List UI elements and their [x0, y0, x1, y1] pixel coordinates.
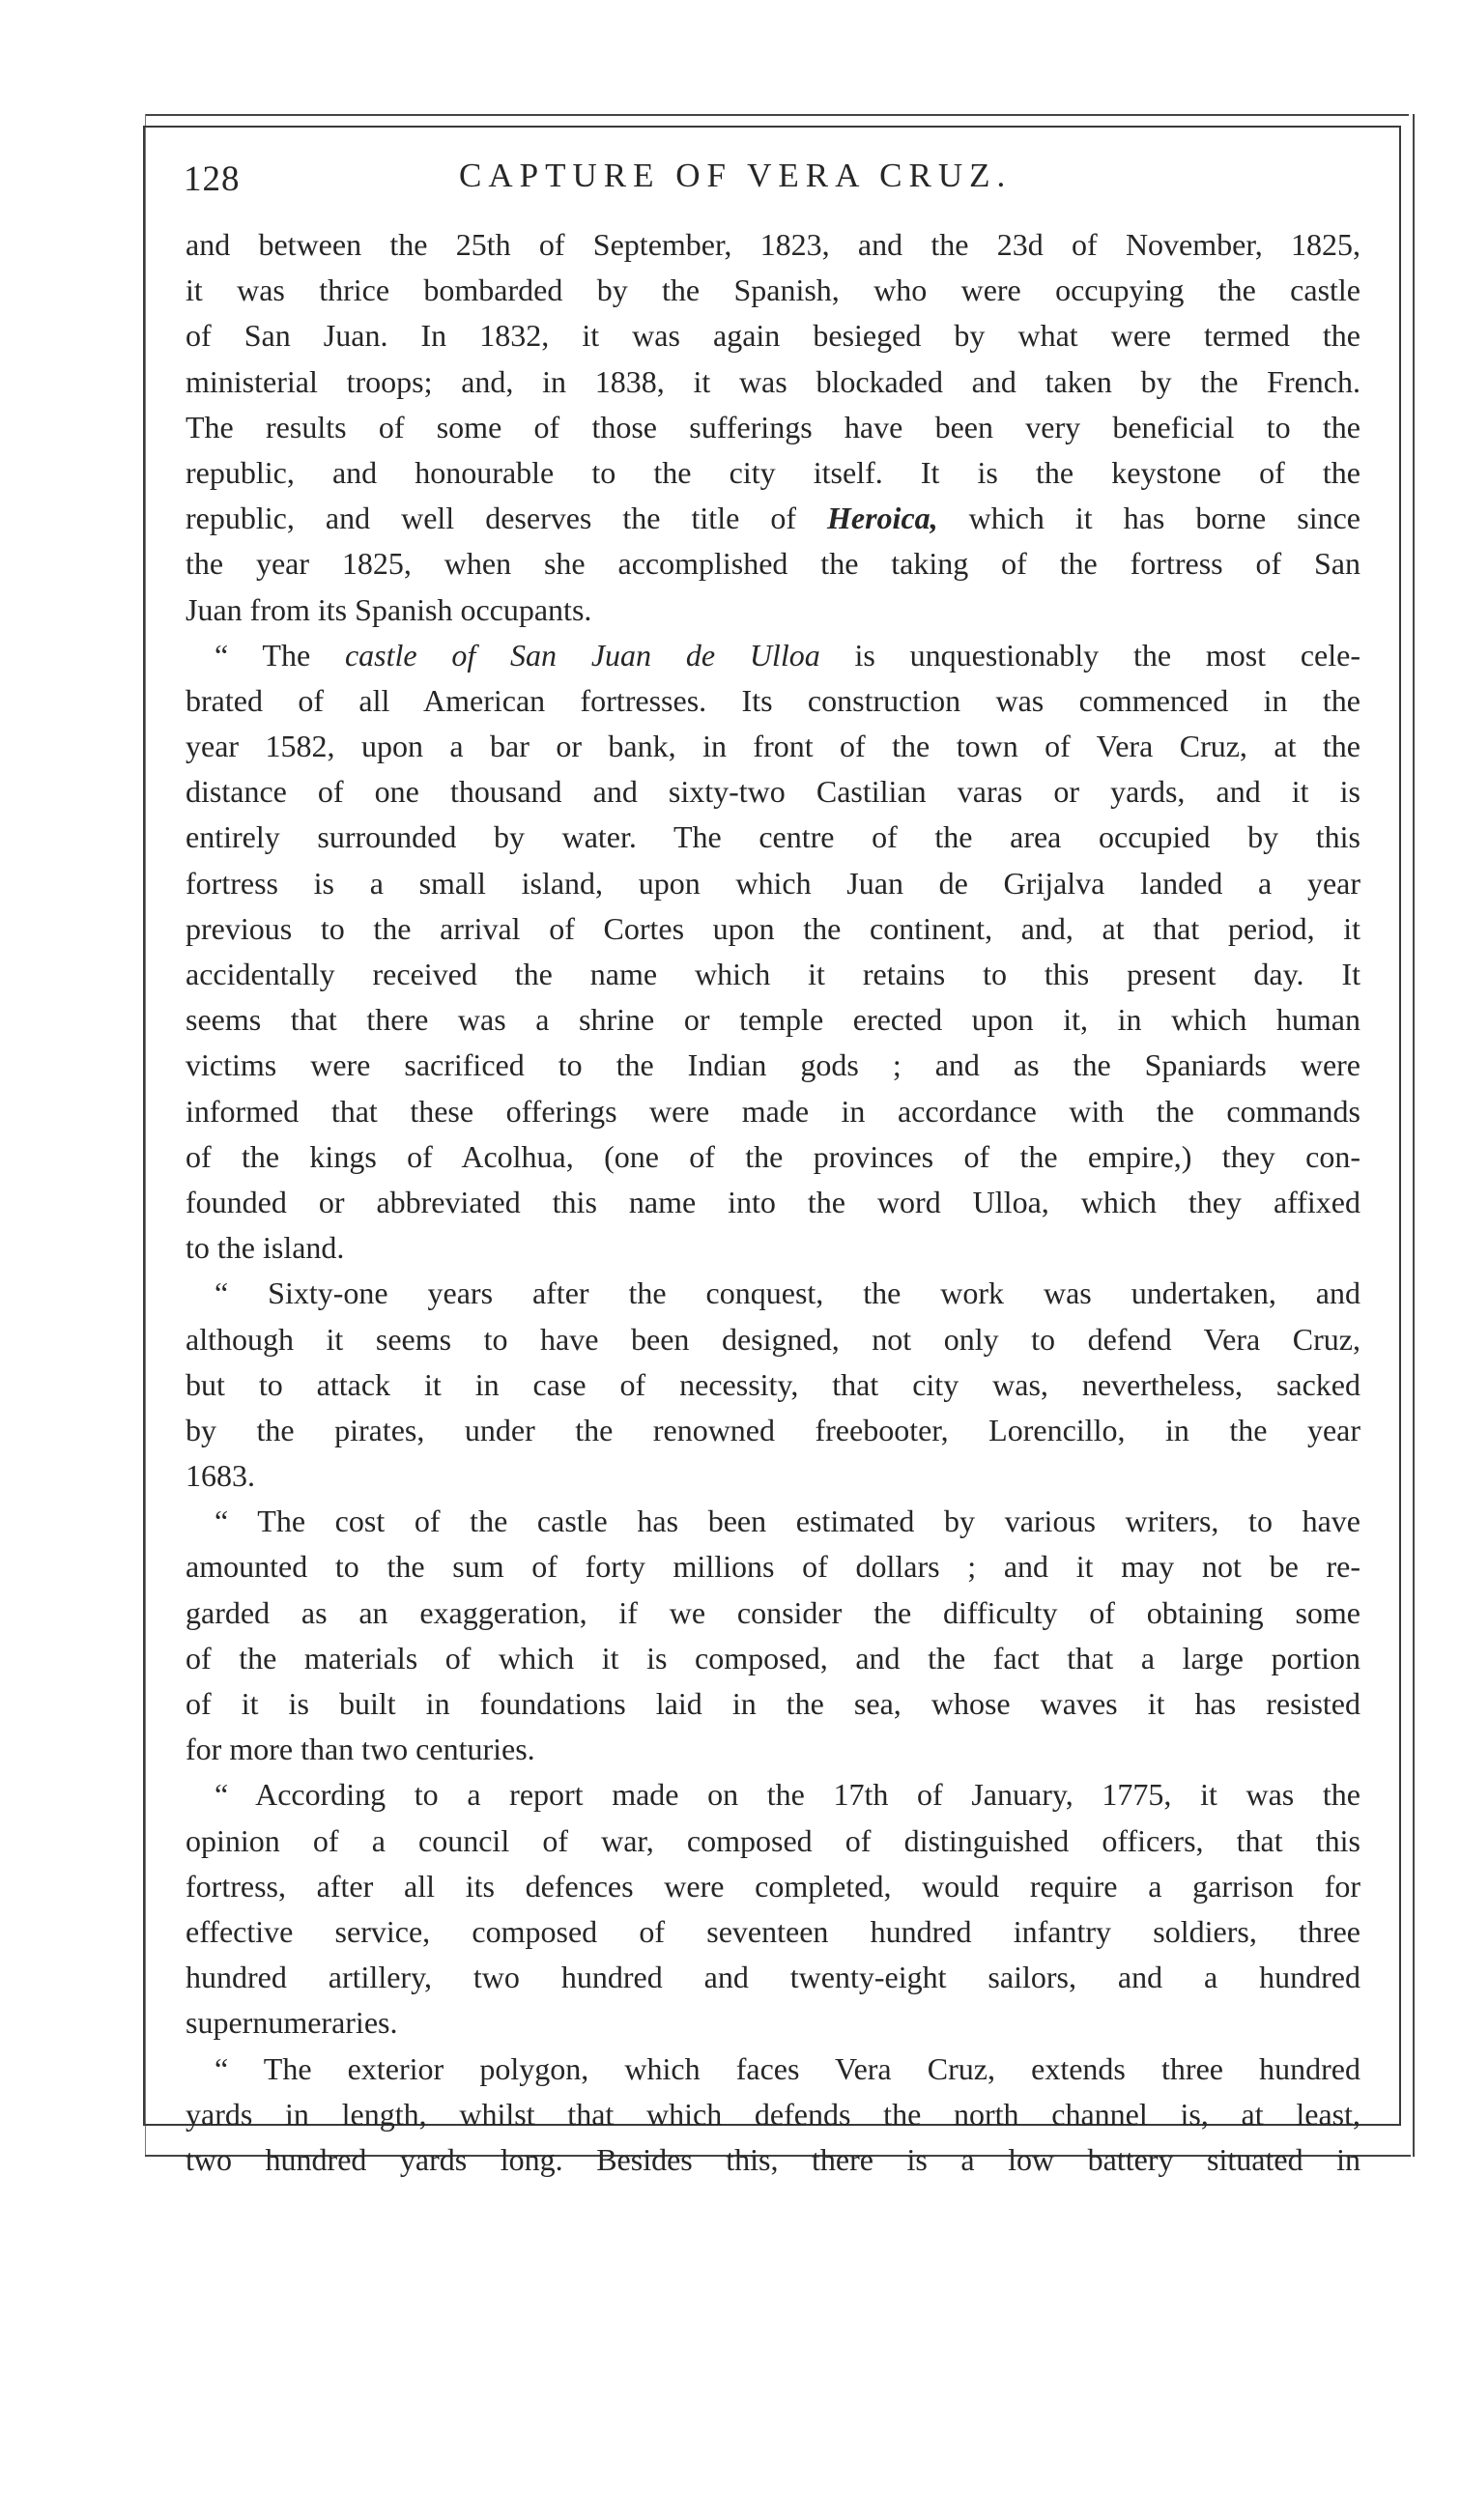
text-line: “ The exterior polygon, which faces Vera Cruz, extends three hundred: [215, 2050, 1360, 2086]
page-header: [184, 157, 1362, 205]
text-segment: which it has borne since: [937, 501, 1361, 536]
running-head: CAPTURE OF VERA CRUZ.: [459, 157, 1013, 194]
text-line: “ The cost of the castle has been estimated by various writers, to have: [215, 1503, 1360, 1539]
text-line: supernumeraries.: [186, 2005, 398, 2041]
text-line: effective service, composed of seventeen hundred infantry soldiers, three: [186, 1913, 1360, 1949]
body-text: [186, 222, 1360, 2183]
text-line: two hundred yards long. Besides this, there is a low battery situated in: [186, 2141, 1360, 2177]
text-line: and between the 25th of September, 1823, and the 23d of November, 1825,: [186, 227, 1360, 262]
text-line: hundred artillery, two hundred and twenty-eight sailors, and a hundred: [186, 1960, 1360, 1995]
text-line: distance of one thousand and sixty-two Castilian varas or yards, and it is: [186, 774, 1360, 810]
outer-frame-right-rule: [1413, 114, 1415, 2157]
text-line: of San Juan. In 1832, it was again besieged by what were termed the: [186, 318, 1360, 354]
text-line: Juan from its Spanish occupants.: [186, 591, 592, 627]
text-segment: republic, and well deserves the title of: [186, 501, 827, 536]
text-line: republic, and honourable to the city itself. It is the keystone of the: [186, 454, 1360, 490]
text-line: opinion of a council of war, composed of distinguished officers, that this: [186, 1822, 1360, 1858]
text-line: [186, 633, 1360, 678]
text-line: entirely surrounded by water. The centre of the area occupied by this: [186, 819, 1360, 855]
text-line: 1683.: [186, 1458, 255, 1494]
text-line: “ Sixty-one years after the conquest, the work was undertaken, and: [215, 1275, 1360, 1311]
text-segment: is unquestionably the most cele-: [819, 637, 1361, 673]
text-line: brated of all American fortresses. Its construction was commenced in the: [186, 682, 1360, 718]
text-line: ministerial troops; and, in 1838, it was blockaded and taken by the French.: [186, 363, 1360, 399]
text-line: it was thrice bombarded by the Spanish, who were occupying the castle: [186, 272, 1360, 308]
text-line: but to attack it in case of necessity, that city was, nevertheless, sacked: [186, 1366, 1360, 1402]
text-line: accidentally received the name which it retains to this present day. It: [186, 957, 1360, 991]
text-line: founded or abbreviated this name into the word Ulloa, which they affixed: [186, 1184, 1360, 1219]
text-line: fortress, after all its defences were completed, would require a garrison for: [186, 1868, 1360, 1904]
text-line: year 1582, upon a bar or bank, in front of the town of Vera Cruz, at the: [186, 729, 1360, 764]
text-segment: “ The: [215, 637, 345, 673]
text-line: for more than two centuries.: [186, 1732, 535, 1767]
italic-term-heroica: Heroica,: [827, 501, 938, 536]
page-number: 128: [184, 159, 241, 199]
text-line: although it seems to have been designed, not only to defend Vera Cruz,: [186, 1321, 1360, 1357]
text-line: by the pirates, under the renowned freebooter, Lorencillo, in the year: [186, 1412, 1360, 1447]
text-line: of the materials of which it is composed, and the fact that a large portion: [186, 1640, 1360, 1675]
text-line: [186, 496, 1360, 541]
text-line: of it is built in foundations laid in the sea, whose waves it has resisted: [186, 1686, 1360, 1721]
text-line: garded as an exaggeration, if we consider the difficulty of obtaining some: [186, 1594, 1360, 1630]
text-line: amounted to the sum of forty millions of dollars ; and it may not be re-: [186, 1549, 1360, 1585]
text-line: of the kings of Acolhua, (one of the provinces of the empire,) they con-: [186, 1138, 1360, 1174]
text-line: yards in length, whilst that which defends the north channel is, at least,: [186, 2096, 1360, 2132]
italic-term-castle-name: castle of San Juan de Ulloa: [344, 637, 820, 673]
text-line: The results of some of those sufferings have been very beneficial to the: [186, 409, 1360, 444]
text-line: to the island.: [186, 1230, 345, 1266]
outer-frame-top-rule: [145, 114, 1409, 116]
text-line: informed that these offerings were made in accordance with the commands: [186, 1093, 1360, 1129]
text-line: victims were sacrificed to the Indian gods ; and as the Spaniards were: [186, 1047, 1360, 1083]
text-line: previous to the arrival of Cortes upon the continent, and, at that period, it: [186, 910, 1360, 946]
text-line: “ According to a report made on the 17th of January, 1775, it was the: [215, 1777, 1360, 1813]
text-line: the year 1825, when she accomplished the taking of the fortress of San: [186, 546, 1360, 582]
text-line: seems that there was a shrine or temple erected upon it, in which human: [186, 1002, 1360, 1038]
text-line: fortress is a small island, upon which Juan de Grijalva landed a year: [186, 865, 1360, 901]
